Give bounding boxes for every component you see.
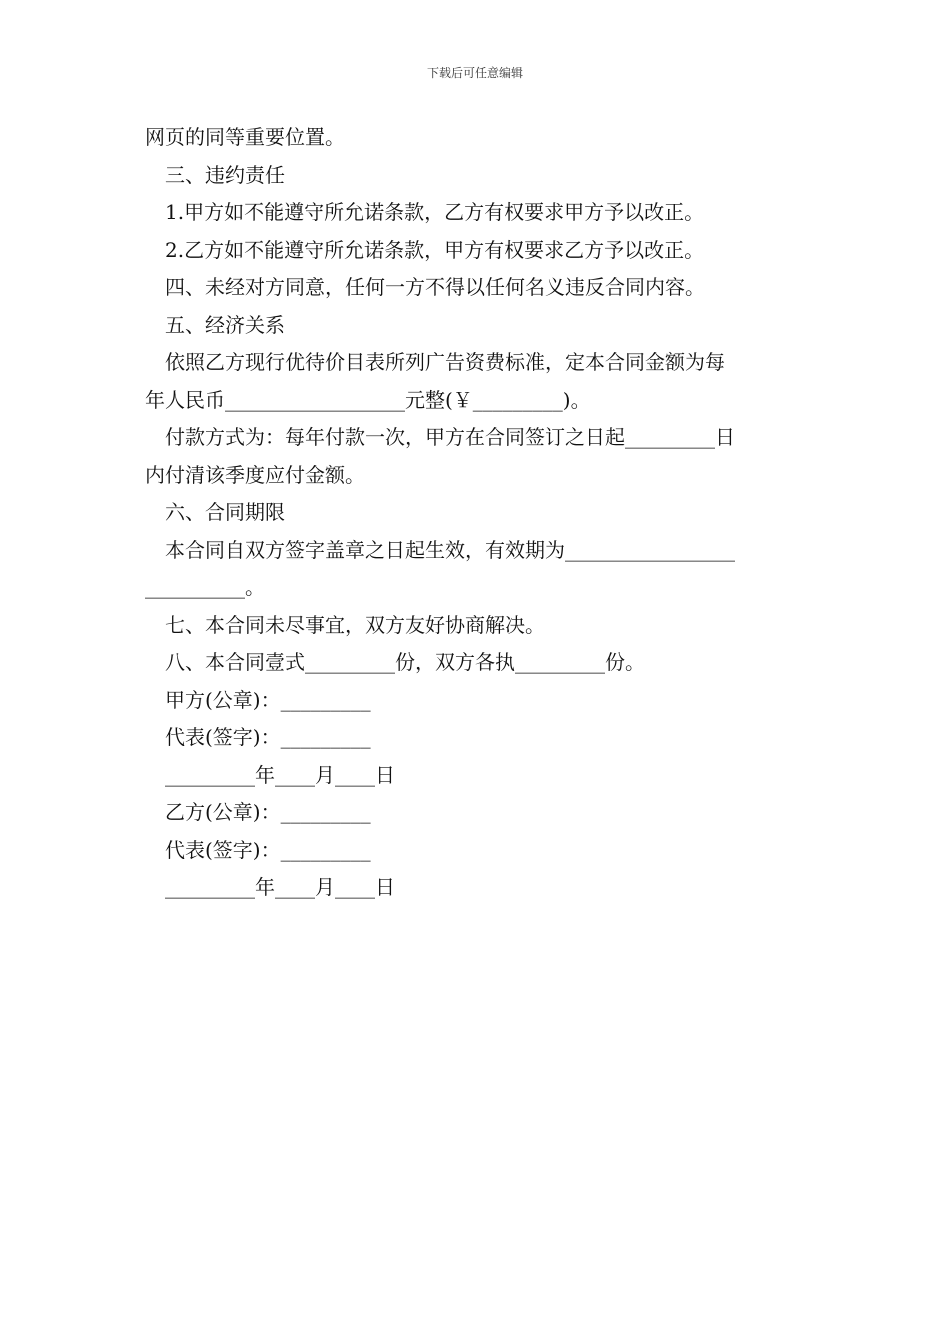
party-a-seal: 甲方(公章)：_________ — [165, 687, 371, 712]
clause-payment-method-cont: 内付清该季度应付金额。 — [145, 462, 365, 487]
clause-contract-amount: 依照乙方现行优待价目表所列广告资费标准，定本合同金额为每 — [165, 350, 725, 374]
party-b-date: _________年____月____日 — [165, 875, 395, 899]
clause-payment-method: 付款方式为：每年付款一次，甲方在合同签订之日起_________日 — [165, 425, 735, 449]
party-b-seal: 乙方(公章)：_________ — [165, 800, 371, 824]
section-heading-copies: 八、本合同壹式_________份，双方各执_________份。 — [165, 650, 645, 674]
clause-party-a-breach: 1.甲方如不能遵守所允诺条款，乙方有权要求甲方予以改正。 — [165, 200, 705, 224]
clause-contract-amount-cont: 年人民币__________________元整(￥_________)。 — [145, 387, 591, 412]
section-heading-term: 六、合同期限 — [165, 500, 285, 524]
document-body — [145, 119, 807, 907]
page-header: 下载后可任意编辑 — [426, 66, 523, 80]
clause-party-b-breach: 2.乙方如不能遵守所允诺条款，甲方有权要求乙方予以改正。 — [165, 237, 705, 262]
section-heading-consent: 四、未经对方同意，任何一方不得以任何名义违反合同内容。 — [165, 275, 705, 299]
clause-validity-cont: __________。 — [145, 575, 265, 599]
section-heading-economic: 五、经济关系 — [165, 312, 285, 337]
party-a-date: _________年____月____日 — [165, 762, 395, 787]
paragraph-continuation: 网页的同等重要位置。 — [145, 125, 345, 149]
clause-validity: 本合同自双方签字盖章之日起生效，有效期为_________________ — [165, 537, 735, 562]
party-b-representative: 代表(签字)：_________ — [165, 837, 371, 862]
section-heading-breach: 三、违约责任 — [165, 162, 285, 187]
section-heading-unsettled: 七、本合同未尽事宜，双方友好协商解决。 — [165, 612, 545, 637]
party-a-representative: 代表(签字)：_________ — [165, 725, 371, 749]
